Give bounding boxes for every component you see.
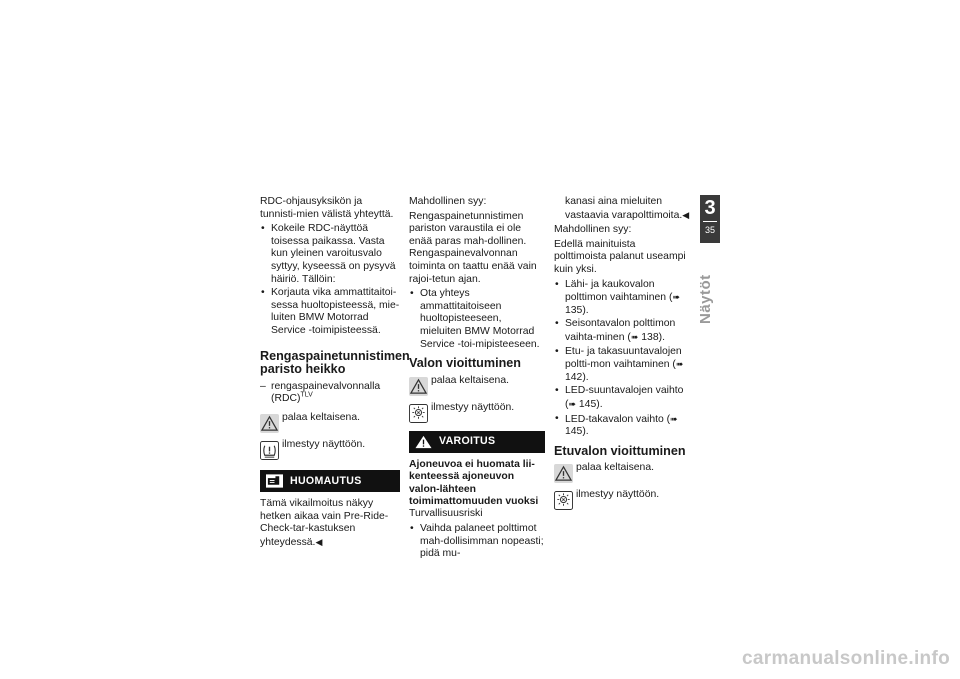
ref-close: ). <box>596 398 603 410</box>
list-item-text: Seisontavalon polttimon vaihta-minen ( <box>565 318 676 343</box>
list-item: • Ota yhteys ammattitaitoiseen huoltopisteeseen, mieluiten BMW Motorrad Service -toi-mipisteeseen. <box>409 288 545 351</box>
list-item <box>554 318 690 344</box>
section-side-label: Näytöt <box>697 274 714 324</box>
display-symbol-text: ilmestyy näyttöön. <box>431 401 515 413</box>
page-ref-arrow-icon: ➠ <box>568 398 577 409</box>
cause-label: Mahdollinen syy: <box>554 224 632 236</box>
list-item-text: LED-suuntavalojen vaihto ( <box>565 385 684 410</box>
chapter-number: 3 <box>704 197 716 219</box>
warning-light-text: palaa keltaisena. <box>282 411 360 423</box>
cause-text: Rengaspainetunnistimen pariston varaustila ei ole enää paras mah-dollinen. Rengaspainevalvonnan toiminta on taattu enää vain rajoi-tetun ajan. <box>409 210 537 285</box>
page-ref[interactable]: 145 <box>578 398 597 410</box>
display-symbol-text: ilmestyy näyttöön. <box>282 438 366 450</box>
chapter-tab <box>700 195 720 243</box>
bulb-failure-icon <box>554 491 573 510</box>
display-symbol-row <box>260 439 400 460</box>
continued-text <box>554 196 690 222</box>
column-1 <box>260 196 410 551</box>
chapter-divider <box>703 221 717 222</box>
warning-light-row <box>260 412 400 433</box>
page-ref-arrow-icon: ➠ <box>675 359 684 370</box>
continued-body: kanasi aina mieluiten vastaavia varapolttimoita. <box>565 196 683 221</box>
list-item <box>554 385 690 411</box>
tyre-pressure-icon <box>260 441 279 460</box>
warning-bar <box>409 431 545 453</box>
warning-triangle-icon <box>409 377 428 396</box>
page-ref-arrow-icon: ➠ <box>630 331 639 342</box>
display-symbol-row <box>409 402 545 423</box>
section-heading-headlight-failure: Etuvalon vioittuminen <box>554 443 686 458</box>
notice-bar <box>260 470 400 492</box>
page-ref[interactable]: 135 <box>565 304 583 316</box>
end-mark-icon: ◀ <box>315 536 323 547</box>
notice-label: HUOMAUTUS <box>290 474 362 487</box>
ref-close: ). <box>582 426 589 438</box>
section-heading-light-failure: Valon vioittuminen <box>409 356 521 371</box>
warning-sign-icon <box>415 435 439 449</box>
page-number: 35 <box>704 225 715 235</box>
list-item <box>554 413 690 439</box>
warning-label: VAROITUS <box>439 435 496 448</box>
end-mark-icon: ◀ <box>682 209 690 220</box>
page-ref[interactable]: 142 <box>565 371 583 383</box>
page-ref[interactable]: 145 <box>565 426 583 438</box>
bulb-failure-icon <box>409 404 428 423</box>
warning-triangle-icon <box>260 414 279 433</box>
cause-label: Mahdollinen syy: <box>409 196 487 207</box>
option-superscript: TLV <box>300 391 313 399</box>
display-symbol-text: ilmestyy näyttöön. <box>576 489 660 501</box>
notice-body: Tämä vikailmoitus näkyy hetken aikaa vain Pre-Ride-Check-tar-kastuksen yhteydessä. <box>260 497 389 548</box>
notice-text <box>260 498 400 549</box>
warning-light-row <box>409 375 545 396</box>
display-symbol-row <box>554 489 690 510</box>
dash-item <box>260 381 400 406</box>
page-ref-arrow-icon: ➠ <box>672 292 680 303</box>
warning-title: Ajoneuvoa ei huomata lii-kenteessä ajoneuvon valon-lähteen toimimattomuuden vuoksi <box>409 458 539 507</box>
list-item: • Korjauta vika ammattitaitoi-sessa huoltopisteessä, mie-luiten BMW Motorrad Service -toimipisteessä. <box>260 287 400 337</box>
list-item-text: LED-takavalon vaihto ( <box>565 413 671 425</box>
column-3 <box>554 196 690 512</box>
rdc-connection-text: RDC-ohjausyksikön ja tunnisti-mien välistä yhteyttä. <box>260 196 394 220</box>
warning-light-text: palaa keltaisena. <box>576 462 654 474</box>
notice-hand-icon <box>266 474 290 488</box>
dash-item-text: rengaspainevalvonnalla (RDC) <box>271 380 381 405</box>
page-ref[interactable]: 138 <box>641 331 659 343</box>
ref-close: ). <box>582 371 589 383</box>
cause-text: Edellä mainituista polttimoista palanut useampi kuin yksi. <box>554 238 686 275</box>
list-item-text: Etu- ja takasuuntavalojen poltti-mon vaihtaminen ( <box>565 345 682 371</box>
list-item-text: Lähi- ja kaukovalon polttimon vaihtaminen ( <box>565 278 673 304</box>
ref-close: ). <box>658 331 665 343</box>
column-2 <box>409 196 545 562</box>
list-item <box>554 346 690 385</box>
watermark: carmanualsonline.info <box>742 648 950 669</box>
warning-triangle-icon <box>554 464 573 483</box>
warning-light-text: palaa keltaisena. <box>431 374 509 386</box>
list-item: • Kokeile RDC-näyttöä toisessa paikassa. Vasta kun yleinen varoitusvalo syttyy, kyseessä on pysyvä häiriö. Tällöin: <box>260 223 400 286</box>
warning-light-row <box>554 462 690 483</box>
warning-risk: Turvallisuusriski <box>409 508 483 520</box>
section-heading-battery: Rengaspainetunnistimen paristo heikko <box>260 348 410 377</box>
list-item: • Vaihda palaneet polttimot mah-dollisimman nopeasti; pidä mu- <box>409 523 545 561</box>
page-ref-arrow-icon: ➠ <box>670 413 678 424</box>
list-item <box>554 279 690 318</box>
ref-close: ). <box>582 304 589 316</box>
